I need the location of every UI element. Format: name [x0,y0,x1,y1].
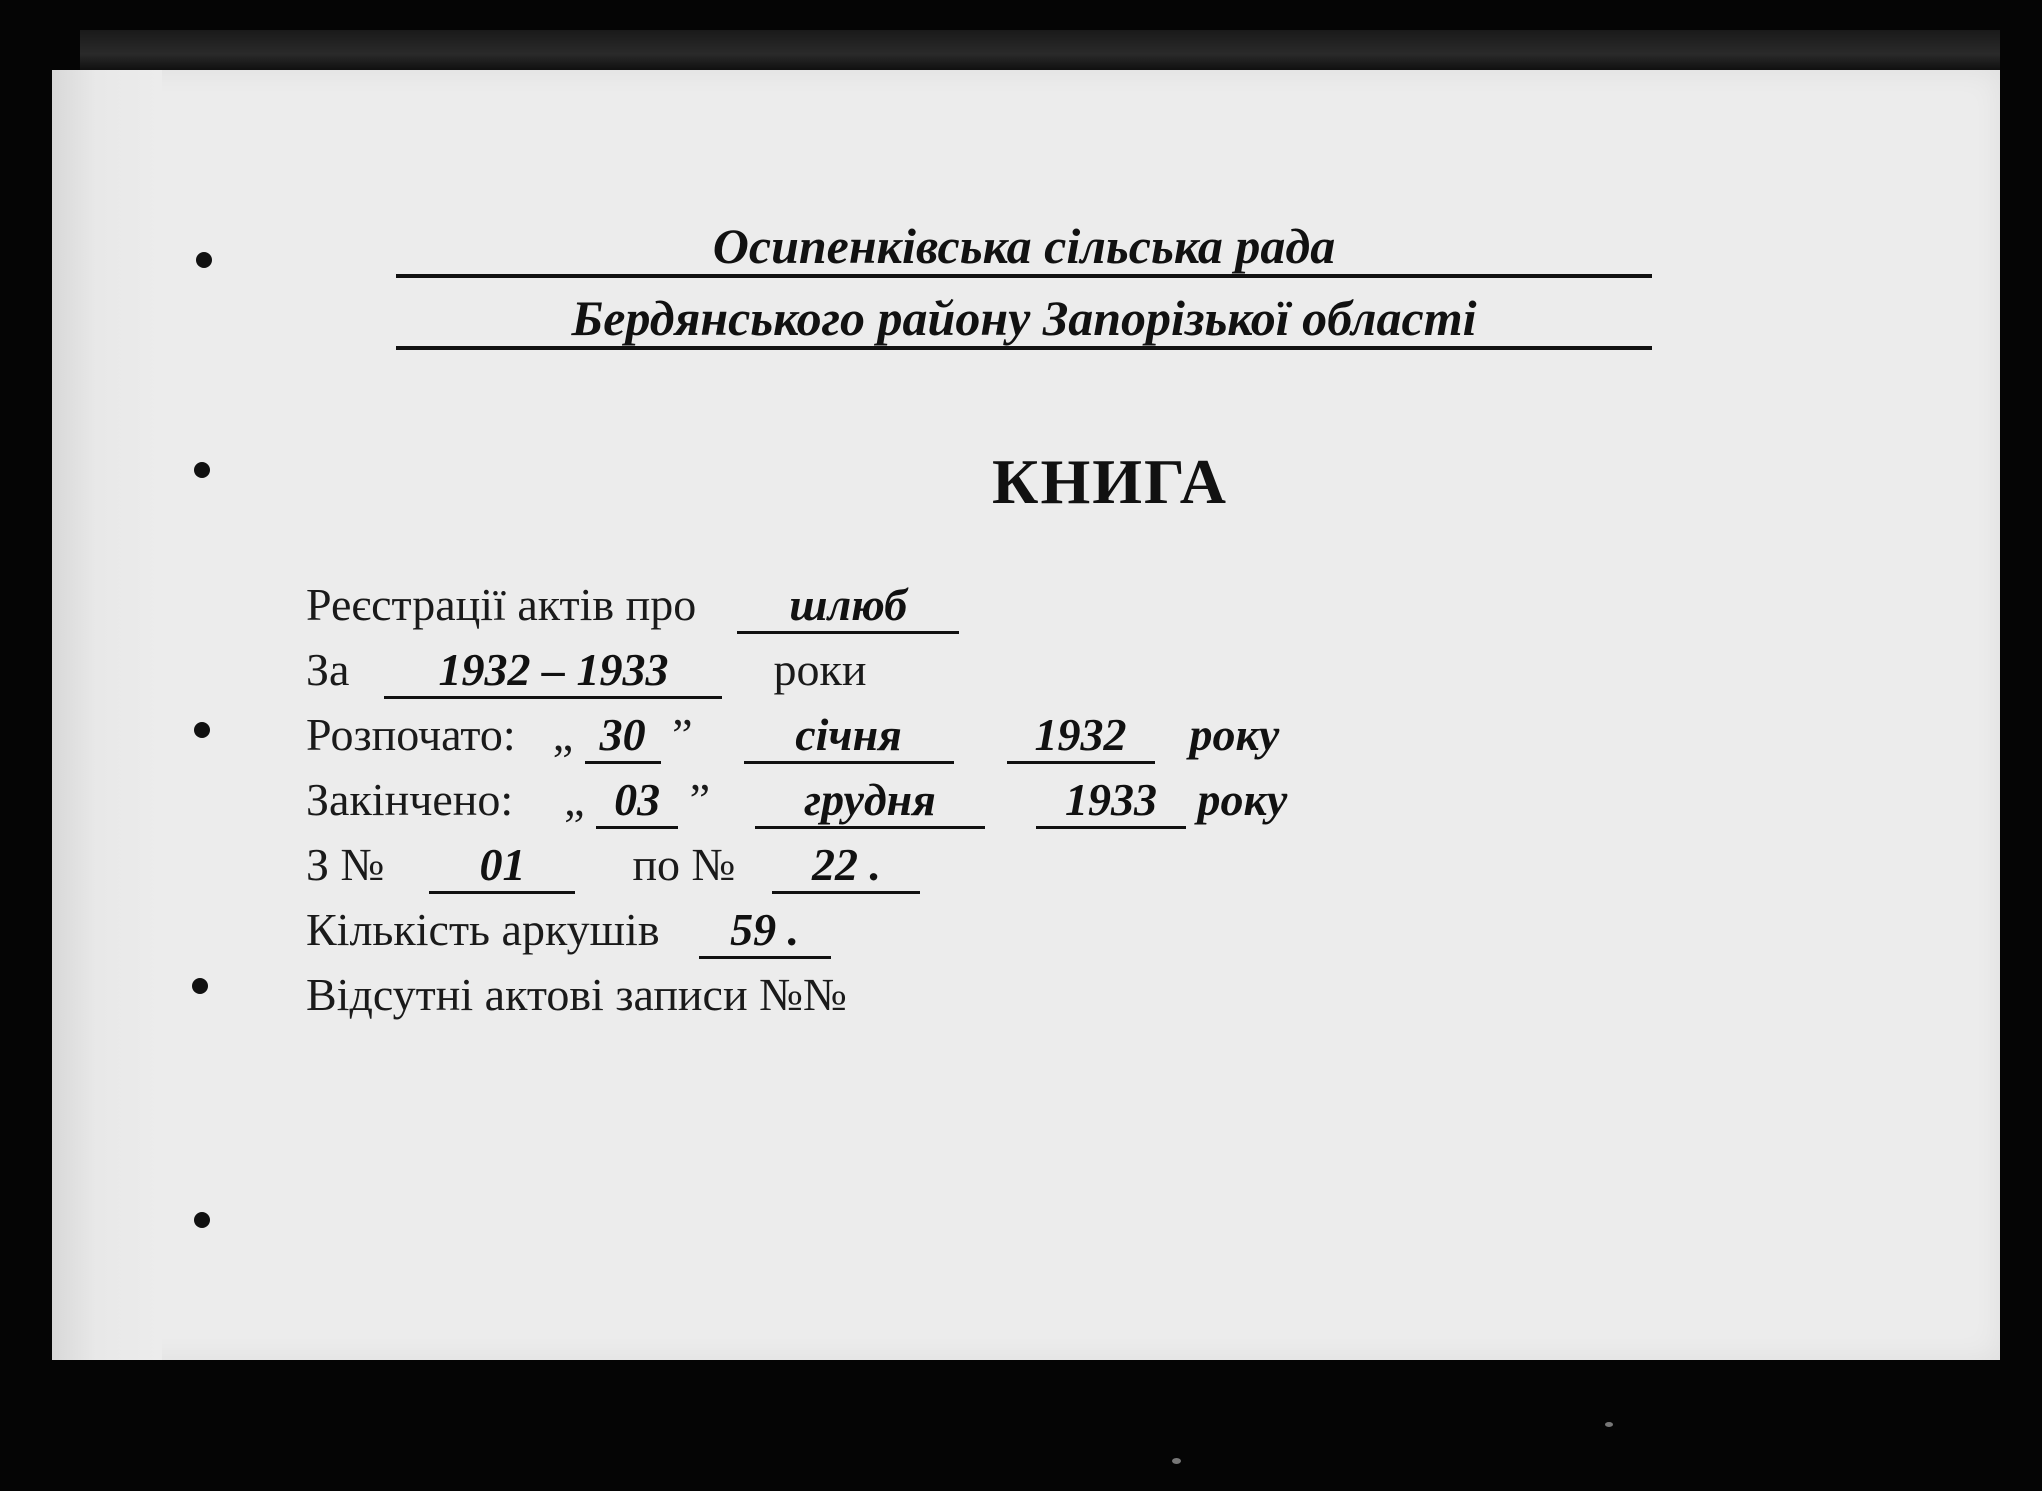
finished-label: Закінчено: [306,774,514,825]
period-suffix: роки [773,644,867,695]
registration-value: шлюб [737,579,959,634]
missing-row [306,962,847,1028]
started-label: Розпочато: [306,709,516,760]
started-suffix: року [1189,709,1280,760]
sheet-worn-edge [52,70,162,1360]
to-value: 22 . [772,839,920,894]
binding-hole-4 [192,978,208,994]
sheets-label: Кількість аркушів [306,904,660,955]
period-prefix: За [306,644,350,695]
scan-speck [1172,1458,1181,1464]
finished-day: 03 [596,774,678,829]
finished-open-quote: „ [564,774,585,825]
finished-month: грудня [755,774,985,829]
header-rule-1 [396,274,1652,278]
finished-suffix: року [1197,774,1288,825]
finished-close-quote: ” [689,774,711,825]
started-year: 1932 [1007,709,1155,764]
started-day: 30 [585,709,661,764]
registration-label: Реєстрації актів про [306,579,697,630]
scan-top-edge [80,30,2000,70]
registration-row [306,572,959,638]
sheets-value: 59 . [699,904,831,959]
numbers-row [306,832,920,898]
started-close-quote: ” [672,709,693,760]
to-label: по № [632,839,736,890]
binding-hole-3 [194,722,210,738]
scan-speck [1605,1422,1613,1427]
header-rule-2 [396,346,1652,350]
finished-row [306,767,1287,833]
started-row [306,702,1279,768]
council-name: Осипенківська сільська рада [712,218,1336,274]
district-name: Бердянського району Запорізької області [571,290,1477,346]
from-value: 01 [429,839,575,894]
binding-hole-5 [194,1212,210,1228]
binding-hole-2 [194,462,210,478]
book-title: КНИГА [992,446,1228,517]
period-value: 1932 – 1933 [384,644,722,699]
started-open-quote: „ [552,709,574,760]
period-row [306,637,866,703]
missing-label: Відсутні актові записи №№ [306,969,847,1020]
binding-hole-1 [196,252,212,268]
from-label: З № [306,839,385,890]
started-month: січня [744,709,954,764]
sheets-row [306,897,831,963]
finished-year: 1933 [1036,774,1186,829]
